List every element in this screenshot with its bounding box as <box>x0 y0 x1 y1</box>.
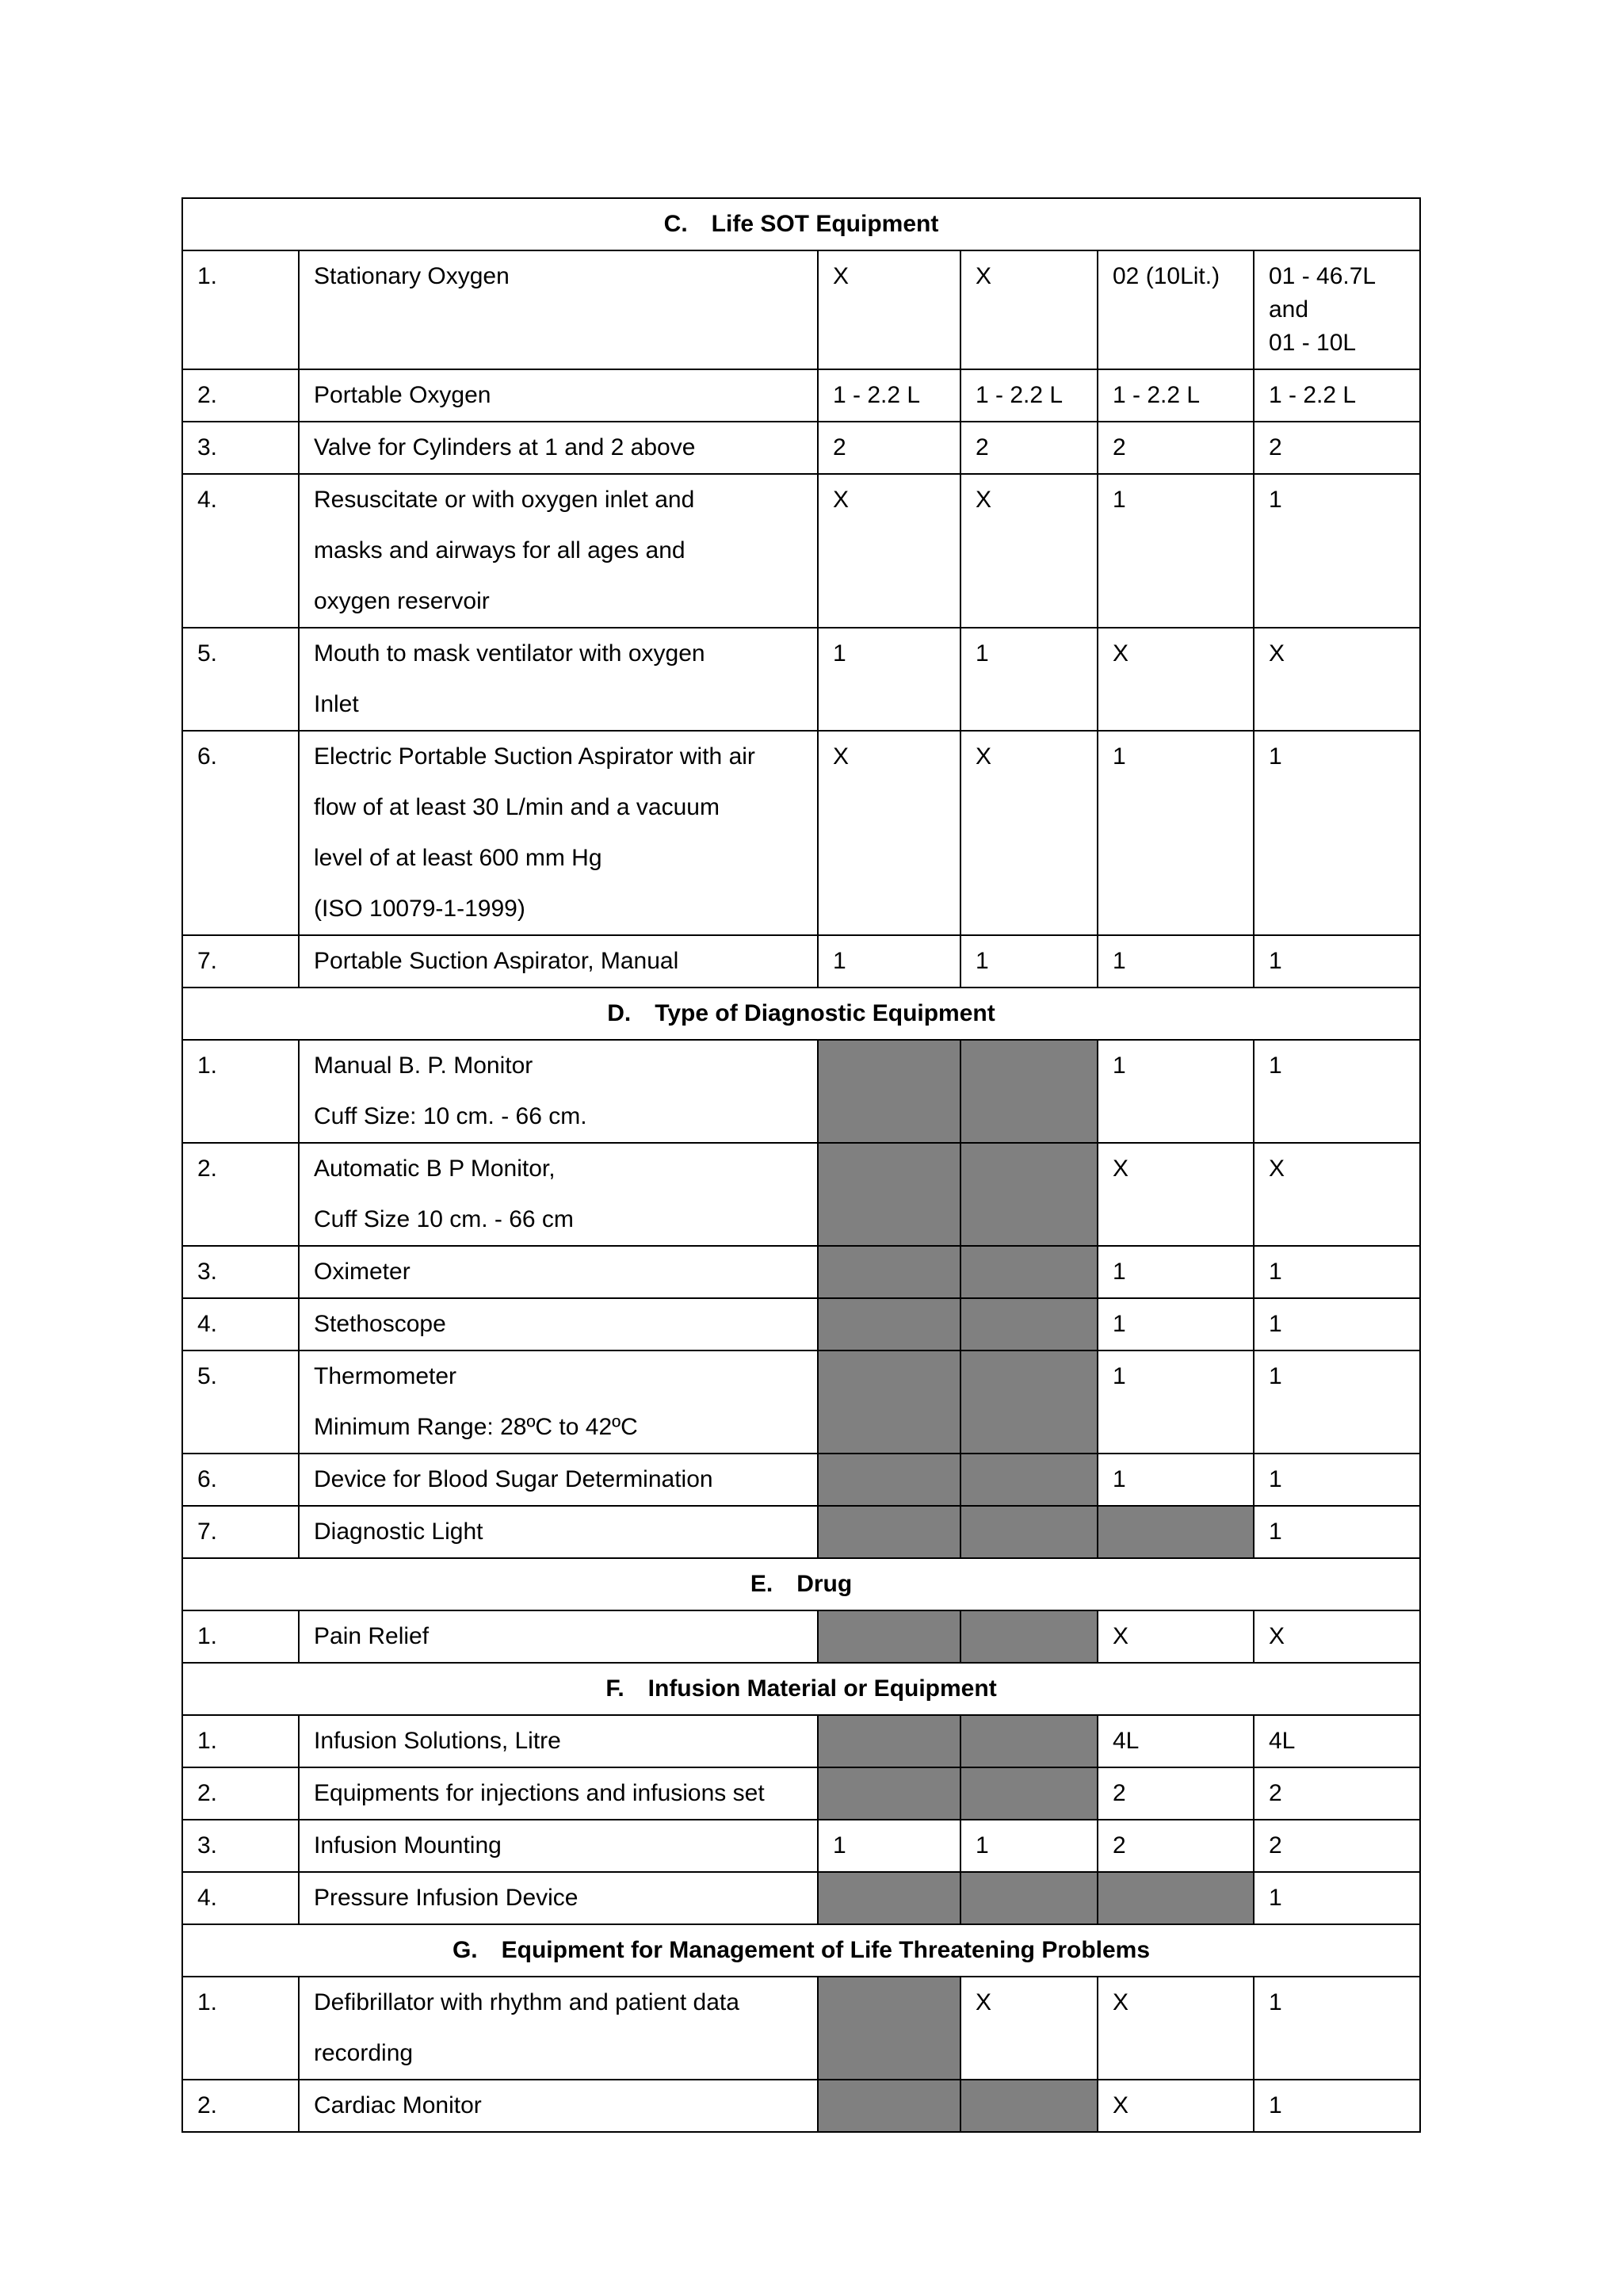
value-multiline: 01 - 46.7L and 01 - 10L <box>1269 263 1377 356</box>
item-description <box>299 1298 818 1350</box>
row-number: 1. <box>182 1610 299 1663</box>
item-description <box>299 1767 818 1820</box>
row-number: 1. <box>182 1040 299 1143</box>
value-cell: 1 <box>1254 1246 1420 1298</box>
item-description-line: Minimum Range: 28ºC to 42ºC <box>314 1414 638 1440</box>
value-cell: 1 <box>1098 474 1254 628</box>
shaded-cell <box>960 1298 1098 1350</box>
value-cell: X <box>1098 2080 1254 2132</box>
table-row <box>182 250 1420 369</box>
value-cell: 1 <box>1254 1454 1420 1506</box>
section-letter: D. <box>607 1000 632 1026</box>
row-number: 6. <box>182 1454 299 1506</box>
section-letter: C. <box>663 211 688 237</box>
item-description-line: Equipments for injections and infusions set <box>314 1780 765 1806</box>
section-header-row <box>182 988 1420 1040</box>
shaded-cell <box>818 1040 960 1143</box>
value-cell: 1 <box>1254 935 1420 988</box>
item-description-line: masks and airways for all ages and <box>314 537 685 563</box>
item-description-line: Cardiac Monitor <box>314 2092 482 2118</box>
value-cell: 1 - 2.2 L <box>1098 369 1254 422</box>
row-number: 7. <box>182 1506 299 1558</box>
section-letter: F. <box>605 1675 624 1702</box>
value-cell: 1 <box>1098 1350 1254 1454</box>
row-number: 5. <box>182 628 299 731</box>
value-cell: X <box>960 250 1098 369</box>
value-cell: 1 <box>818 628 960 731</box>
shaded-cell <box>960 1040 1098 1143</box>
item-description <box>299 1350 818 1454</box>
value-cell: 1 <box>1254 1872 1420 1924</box>
value-cell: X <box>818 250 960 369</box>
table-row <box>182 422 1420 474</box>
section-header-row <box>182 1663 1420 1715</box>
table-row <box>182 1298 1420 1350</box>
table-row <box>182 1977 1420 2080</box>
table-row <box>182 1715 1420 1767</box>
item-description <box>299 1143 818 1246</box>
item-description-line: Inlet <box>314 691 359 717</box>
item-description-line: Infusion Solutions, Litre <box>314 1728 561 1754</box>
item-description-line: Manual B. P. Monitor <box>314 1052 533 1079</box>
value-cell: 1 <box>818 935 960 988</box>
table-row <box>182 935 1420 988</box>
value-cell: 1 <box>1254 1977 1420 2080</box>
value-cell: 1 <box>960 628 1098 731</box>
value-cell: 1 <box>1098 1246 1254 1298</box>
section-header-row <box>182 1558 1420 1610</box>
row-number: 3. <box>182 422 299 474</box>
item-description <box>299 474 818 628</box>
item-description-line: Cuff Size: 10 cm. - 66 cm. <box>314 1103 587 1129</box>
value-cell: 1 <box>1098 935 1254 988</box>
shaded-cell <box>960 2080 1098 2132</box>
row-number: 1. <box>182 1715 299 1767</box>
value-cell: 1 - 2.2 L <box>818 369 960 422</box>
item-description-line: Pain Relief <box>314 1623 430 1649</box>
table-row <box>182 474 1420 628</box>
item-description-line: Stationary Oxygen <box>314 263 510 289</box>
value-cell: 1 <box>1254 1506 1420 1558</box>
value-cell: 1 <box>1098 1298 1254 1350</box>
section-letter: E. <box>750 1571 773 1597</box>
item-description <box>299 628 818 731</box>
shaded-cell <box>960 1454 1098 1506</box>
row-number: 2. <box>182 1143 299 1246</box>
value-cell: 4L <box>1254 1715 1420 1767</box>
item-description <box>299 1872 818 1924</box>
value-cell: 2 <box>960 422 1098 474</box>
section-title <box>182 1558 1420 1610</box>
section-header-row <box>182 198 1420 250</box>
value-cell: 1 <box>1254 731 1420 935</box>
row-number: 4. <box>182 1872 299 1924</box>
item-description-line: (ISO 10079-1-1999) <box>314 896 525 922</box>
table-row <box>182 1767 1420 1820</box>
value-cell: X <box>1098 1610 1254 1663</box>
shaded-cell <box>960 1143 1098 1246</box>
shaded-cell <box>960 1246 1098 1298</box>
section-title-text: Equipment for Management of Life Threatening Problems <box>501 1937 1151 1963</box>
row-number: 2. <box>182 2080 299 2132</box>
item-description <box>299 369 818 422</box>
section-title-text: Drug <box>796 1571 853 1597</box>
value-cell: 2 <box>1098 1767 1254 1820</box>
section-header-row <box>182 1924 1420 1977</box>
equipment-table <box>181 197 1421 2133</box>
value-cell: X <box>960 731 1098 935</box>
value-cell: X <box>1098 1977 1254 2080</box>
table-row <box>182 1143 1420 1246</box>
table-row <box>182 1040 1420 1143</box>
item-description-line: Automatic B P Monitor, <box>314 1156 556 1182</box>
value-cell: X <box>818 474 960 628</box>
value-cell: X <box>1254 1610 1420 1663</box>
item-description <box>299 1454 818 1506</box>
table-row <box>182 628 1420 731</box>
table-row <box>182 1454 1420 1506</box>
row-number: 5. <box>182 1350 299 1454</box>
value-cell: X <box>960 1977 1098 2080</box>
item-description <box>299 1246 818 1298</box>
item-description-line: Diagnostic Light <box>314 1519 483 1545</box>
item-description-line: flow of at least 30 L/min and a vacuum <box>314 794 720 820</box>
row-number: 4. <box>182 474 299 628</box>
item-description <box>299 1040 818 1143</box>
shaded-cell <box>818 1715 960 1767</box>
shaded-cell <box>818 1350 960 1454</box>
item-description <box>299 1977 818 2080</box>
value-cell <box>1254 250 1420 369</box>
value-cell: 1 <box>960 1820 1098 1872</box>
value-cell: 1 <box>1254 474 1420 628</box>
item-description-line: Oximeter <box>314 1259 411 1285</box>
table-row <box>182 1246 1420 1298</box>
shaded-cell <box>960 1715 1098 1767</box>
shaded-cell <box>818 2080 960 2132</box>
value-cell: 1 <box>1098 731 1254 935</box>
value-cell: 2 <box>1254 1820 1420 1872</box>
item-description-line: Defibrillator with rhythm and patient data <box>314 1989 739 2015</box>
shaded-cell <box>818 1298 960 1350</box>
table-row <box>182 1820 1420 1872</box>
value-cell: 2 <box>1254 1767 1420 1820</box>
row-number: 2. <box>182 369 299 422</box>
value-cell: X <box>960 474 1098 628</box>
section-title-text: Type of Diagnostic Equipment <box>655 1000 995 1026</box>
row-number: 3. <box>182 1820 299 1872</box>
value-cell: 1 <box>1254 1298 1420 1350</box>
section-letter: G. <box>452 1937 478 1963</box>
shaded-cell <box>1098 1506 1254 1558</box>
table-row <box>182 1506 1420 1558</box>
section-title <box>182 198 1420 250</box>
value-cell: 1 <box>818 1820 960 1872</box>
value-cell: X <box>1254 1143 1420 1246</box>
shaded-cell <box>818 1767 960 1820</box>
value-cell: 4L <box>1098 1715 1254 1767</box>
item-description-line: Mouth to mask ventilator with oxygen <box>314 640 705 667</box>
section-title <box>182 1663 1420 1715</box>
shaded-cell <box>818 1454 960 1506</box>
value-cell: 2 <box>1098 1820 1254 1872</box>
item-description <box>299 1820 818 1872</box>
shaded-cell <box>960 1872 1098 1924</box>
item-description-line: Stethoscope <box>314 1311 446 1337</box>
item-description <box>299 1506 818 1558</box>
shaded-cell <box>818 1610 960 1663</box>
table-row <box>182 731 1420 935</box>
table-row <box>182 1350 1420 1454</box>
value-cell: 2 <box>1098 422 1254 474</box>
item-description <box>299 422 818 474</box>
shaded-cell <box>818 1246 960 1298</box>
table-row <box>182 369 1420 422</box>
value-cell: 1 <box>1098 1454 1254 1506</box>
section-title <box>182 988 1420 1040</box>
item-description-line: Cuff Size 10 cm. - 66 cm <box>314 1206 574 1232</box>
value-cell: 02 (10Lit.) <box>1098 250 1254 369</box>
item-description-line: Valve for Cylinders at 1 and 2 above <box>314 434 696 460</box>
shaded-cell <box>818 1977 960 2080</box>
shaded-cell <box>960 1610 1098 1663</box>
shaded-cell <box>960 1350 1098 1454</box>
item-description-line: recording <box>314 2040 414 2066</box>
value-cell: 1 <box>1254 1040 1420 1143</box>
value-cell: 2 <box>1254 422 1420 474</box>
row-number: 4. <box>182 1298 299 1350</box>
value-cell: X <box>1098 1143 1254 1246</box>
item-description <box>299 731 818 935</box>
item-description <box>299 250 818 369</box>
item-description-line: Electric Portable Suction Aspirator with air <box>314 743 755 770</box>
value-cell: 1 <box>1254 1350 1420 1454</box>
shaded-cell <box>960 1506 1098 1558</box>
shaded-cell <box>1098 1872 1254 1924</box>
row-number: 7. <box>182 935 299 988</box>
value-cell: X <box>1254 628 1420 731</box>
item-description-line: Thermometer <box>314 1363 457 1389</box>
row-number: 2. <box>182 1767 299 1820</box>
value-cell: X <box>818 731 960 935</box>
value-cell: 1 <box>1254 2080 1420 2132</box>
item-description-line: Device for Blood Sugar Determination <box>314 1466 713 1492</box>
value-cell: 1 <box>1098 1040 1254 1143</box>
section-title-text: Infusion Material or Equipment <box>647 1675 997 1702</box>
item-description-line: Infusion Mounting <box>314 1832 502 1859</box>
shaded-cell <box>818 1506 960 1558</box>
item-description-line: Pressure Infusion Device <box>314 1885 579 1911</box>
item-description <box>299 1610 818 1663</box>
shaded-cell <box>818 1143 960 1246</box>
section-title-text: Life SOT Equipment <box>711 211 939 237</box>
item-description <box>299 935 818 988</box>
table-row <box>182 1872 1420 1924</box>
table-row <box>182 1610 1420 1663</box>
value-cell: 1 <box>960 935 1098 988</box>
section-title <box>182 1924 1420 1977</box>
row-number: 6. <box>182 731 299 935</box>
value-cell: 1 - 2.2 L <box>960 369 1098 422</box>
value-cell: 2 <box>818 422 960 474</box>
item-description <box>299 2080 818 2132</box>
item-description-line: oxygen reservoir <box>314 588 490 614</box>
row-number: 1. <box>182 250 299 369</box>
item-description-line: Portable Oxygen <box>314 382 491 408</box>
row-number: 1. <box>182 1977 299 2080</box>
row-number: 3. <box>182 1246 299 1298</box>
shaded-cell <box>818 1872 960 1924</box>
item-description-line: Portable Suction Aspirator, Manual <box>314 948 679 974</box>
item-description-line: Resuscitate or with oxygen inlet and <box>314 487 695 513</box>
value-cell: 1 - 2.2 L <box>1254 369 1420 422</box>
item-description <box>299 1715 818 1767</box>
item-description-line: level of at least 600 mm Hg <box>314 845 602 871</box>
shaded-cell <box>960 1767 1098 1820</box>
table-row <box>182 2080 1420 2132</box>
value-cell: X <box>1098 628 1254 731</box>
